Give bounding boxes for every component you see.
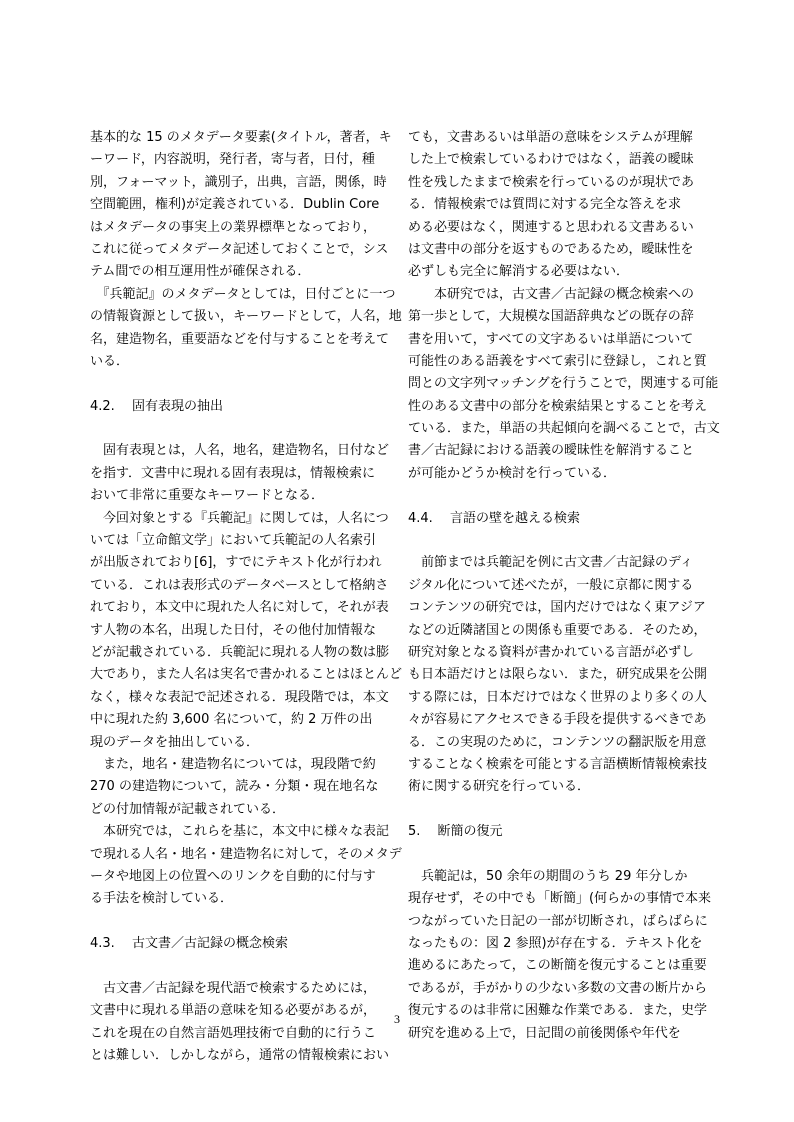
right-column: [408, 127, 720, 1045]
section-heading: 4.2. 固有表現の抽出: [90, 398, 223, 414]
text-line: 大であり，また人名は実名で書かれることはほとんど: [90, 667, 403, 683]
text-line: が出版されており[6]，すでにテキスト化が行われ: [90, 555, 382, 571]
blank-line: [408, 485, 714, 507]
text-line: これに従ってメタデータ記述しておくことで，シス: [90, 241, 389, 257]
text-line: 必ずしも完全に解消する必要はない．: [408, 264, 630, 280]
section-heading: 4.4. 言語の壁を越える検索: [408, 510, 580, 526]
text-line: ジタル化について述べたが，一般に京都に関する: [408, 577, 694, 593]
text-line: これを現在の自然言語処理技術で自動的に行うこ: [90, 1025, 377, 1041]
blank-line: [408, 530, 714, 552]
text-line: はメタデータの事実上の業界標準となっており，: [90, 219, 377, 235]
text-line: することなく検索を可能とする言語横断情報検索技: [408, 756, 708, 772]
text-line: が可能かどうか検討を行っている．: [408, 465, 617, 481]
text-line: す人物の本名，出現した日付，その他付加情報な: [90, 622, 377, 638]
text-line: 現存せず，その中でも「断簡」(何らかの事情で本来: [408, 891, 712, 907]
text-line: 本研究では，これらを基に，本文中に様々な表記: [90, 824, 390, 840]
text-line: ている．これは表形式のデータベースとして格納さ: [90, 577, 389, 593]
text-line: れており，本文中に現れた人名に対して，それが表: [90, 600, 389, 616]
text-line: コンテンツの研究では，国内だけではなく東アジア: [408, 600, 706, 616]
text-line: で現れる人名・地名・建造物名に対して，そのメタデ: [90, 846, 402, 862]
text-line: テム間での相互運用性が確保される．: [90, 264, 311, 280]
text-line: した上で検索しているわけではなく，語義の曖昧: [408, 152, 694, 168]
text-line: 進めるにあたって，この断簡を復元することは重要: [408, 958, 707, 974]
page-number: 3: [394, 1012, 400, 1026]
text-line: ている．また，単語の共起傾向を調べることで，古文: [408, 421, 720, 437]
text-line: 空間範囲，権利)が定義されている．Dublin Core: [90, 197, 380, 213]
text-line: つながっていた日記の一部が切断され，ばらばらに: [408, 913, 708, 929]
text-line: 書／古記録における語義の曖昧性を解消すること: [408, 443, 695, 459]
text-line: 性のある文書中の部分を検索結果とすることを考え: [408, 398, 708, 414]
text-line: る．この実現のために，コンテンツの翻訳版を用意: [408, 734, 707, 750]
text-line: める必要はなく，関連すると思われる文書あるい: [408, 219, 694, 235]
text-line: ータや地図上の位置へのリンクを自動的に付与す: [90, 868, 376, 884]
text-line: る手法を検討している．: [90, 891, 234, 907]
text-line: 文書中に現れる単語の意味を知る必要があるが，: [90, 1003, 377, 1019]
blank-line: [408, 799, 714, 821]
text-line: 『兵範記』のメタデータとしては，日付ごとに一つ: [90, 286, 396, 302]
left-column: [90, 127, 403, 1067]
text-line: などの近隣諸国との関係も重要である．そのため，: [408, 622, 707, 638]
text-line: とは難しい．しかしながら，通常の情報検索におい: [90, 1048, 390, 1064]
blank-line: [90, 418, 396, 440]
text-line: であるが，手がかりの少ない多数の文書の断片から: [408, 980, 708, 996]
text-line: 問との文字列マッチングを行うことで，関連する可能: [408, 376, 719, 392]
text-line: 名，建造物名，重要語などを付与することを考えて: [90, 331, 390, 347]
text-line: を指す．文書中に現れる固有表現は，情報検索に: [90, 465, 375, 481]
text-line: なったもの：図 2 参照)が存在する．テキスト化を: [408, 936, 703, 952]
text-line: は文書中の部分を返すものであるため，曖昧性を: [408, 241, 694, 257]
text-line: 中に現れた約 3,600 名について，約 2 万件の出: [90, 712, 373, 728]
text-line: 固有表現とは，人名，地名，建造物名，日付など: [90, 443, 390, 459]
text-line: も日本語だけとは限らない．また，研究成果を公開: [408, 667, 708, 683]
text-line: 本研究では，古文書／古記録の概念検索への: [408, 286, 695, 302]
text-line: いては「立命館文学」において兵範記の人名索引: [90, 533, 377, 549]
text-line: る．情報検索では質問に対する完全な答えを求: [408, 197, 682, 213]
blank-line: [408, 844, 714, 866]
text-line: 今回対象とする『兵範記』に関しては，人名につ: [90, 510, 389, 526]
text-line: いる．: [90, 353, 130, 369]
text-line: 前節までは兵範記を例に古文書／古記録のディ: [408, 555, 693, 571]
text-line: 復元するのは非常に困難な作業である．また，史学: [408, 1003, 708, 1019]
text-line: の情報資源として扱い，キーワードとして，人名，地: [90, 309, 402, 325]
text-line: 研究対象となる資料が書かれている言語が必ずし: [408, 644, 695, 660]
text-line: 々が容易にアクセスできる手段を提供するべきであ: [408, 712, 707, 728]
text-line: 現のデータを抽出している．: [90, 734, 260, 750]
text-line: 性を残したままで検索を行っているのが現状であ: [408, 174, 695, 190]
text-line: ーワード，内容説明，発行者，寄与者，日付，種: [90, 152, 375, 168]
text-line: ても，文書あるいは単語の意味をシステムが理解: [408, 130, 693, 145]
text-line: する際には，日本だけではなく世界のより多くの人: [408, 689, 708, 705]
text-line: 研究を進める上で，日記間の前後関係や年代を: [408, 1025, 681, 1041]
text-line: どの付加情報が記載されている．: [90, 801, 286, 817]
blank-line: [90, 955, 396, 977]
blank-line: [90, 373, 396, 395]
text-line: 兵範記は，50 余年の期間のうち 29 年分しか: [408, 868, 688, 884]
text-line: 基本的な 15 のメタデータ要素(タイトル，著者，キ: [90, 130, 392, 145]
text-line: 第一歩として，大規模な国語辞典などの既存の辞: [408, 309, 694, 325]
text-line: 可能性のある語義をすべて索引に登録し，これと質: [408, 353, 707, 369]
text-line: どが記載されている．兵範記に現れる人物の数は膨: [90, 644, 390, 660]
text-line: 古文書／古記録を現代語で検索するためには，: [90, 980, 377, 996]
text-line: 書を用いて，すべての文字あるいは単語について: [408, 331, 694, 347]
text-line: 別，フォーマット，識別子，出典，言語，関係，時: [90, 174, 387, 190]
text-line: 術に関する研究を行っている．: [408, 779, 591, 795]
section-heading: 5. 断簡の復元: [408, 824, 503, 840]
section-heading: 4.3. 古文書／古記録の概念検索: [90, 936, 288, 952]
text-line: なく，様々な表記で記述される．現段階では，本文: [90, 689, 389, 705]
text-line: おいて非常に重要なキーワードとなる．: [90, 488, 325, 504]
text-line: 270 の建造物について，読み・分類・現在地名な: [90, 779, 379, 795]
text-line: また，地名・建造物名については，現段階で約: [90, 756, 376, 772]
blank-line: [90, 911, 396, 933]
